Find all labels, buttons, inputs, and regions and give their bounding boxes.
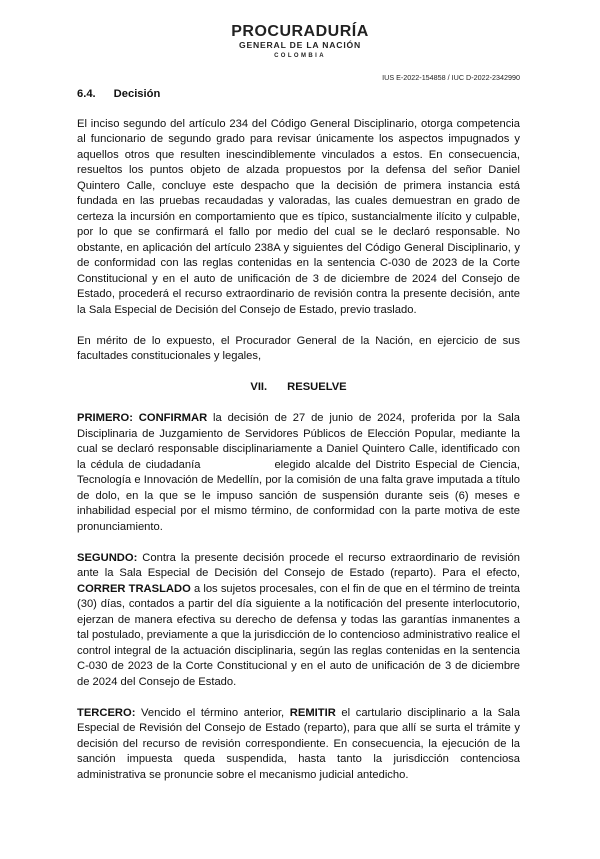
- segundo-text-a: Contra la presente decisión procede el recurso extraordinario de revisión ante la Sala Especial de Decisión del Consejo de Estado (reparto). Para el efecto,: [77, 551, 520, 579]
- primero-text-a: la decisión de 27 de junio de 2024, proferida por la Sala Disciplinaria de Juzgamiento de Servidores Públicos de Elección Popular, mediante la cual se declaró responsable disciplinariamente a Daniel Quintero Calle, identificado con la cédula de ciudadanía: [77, 412, 520, 471]
- logo-sub-text: GENERAL DE LA NACIÓN: [239, 40, 361, 50]
- primero-item: [77, 411, 520, 535]
- segundo-label: SEGUNDO:: [77, 551, 138, 564]
- document-body: [77, 87, 520, 783]
- tercero-item: [77, 706, 520, 784]
- tercero-text-a: Vencido el término anterior,: [135, 706, 290, 719]
- tercero-action: REMITIR: [289, 706, 336, 719]
- segundo-action: CORRER TRASLADO: [77, 582, 191, 595]
- resolve-title: RESUELVE: [287, 381, 347, 393]
- logo-country-text: COLOMBIA: [274, 53, 326, 59]
- segundo-text-b: a los sujetos procesales, con el fin de que en el término de treinta (30) días, contados a partir del día siguiente a la notificación del presente interlocutorio, ejerzan de manera efectiva su derecho de defensa y todas las garantías inmanentes a tal postulado, previamente a que la jurisdicción de lo contencioso administrativo realice el control integral de la actuación disciplinaria, según las reglas contenidas en la sentencia C-030 de 2023 de la Corte Constitucional y en el auto de unificación de 3 de diciembre de 2024 del Consejo de Estado.: [77, 582, 520, 688]
- primero-text-b: elegido alcalde del Distrito Especial de Ciencia, Tecnología e Innovación de Medellín, por la comisión de una falta grave imputada a título de dolo, en la que se le impuso sanción de suspensión durante seis (6) meses e inhabilidad especial por el mismo término, de conformidad con la parte motiva de este pronunciamiento.: [77, 458, 520, 533]
- section-number: 6.4.: [77, 88, 96, 100]
- segundo-item: [77, 551, 520, 691]
- resolve-number: VII.: [250, 381, 268, 393]
- tercero-label: TERCERO:: [77, 706, 136, 719]
- primero-action: CONFIRMAR: [138, 412, 208, 424]
- procuraduria-logo: [0, 24, 600, 61]
- section-heading: [77, 87, 520, 103]
- case-reference: IUS E-2022-154858 / IUC D-2022-2342990: [382, 73, 520, 82]
- primero-label: PRIMERO:: [77, 412, 133, 424]
- section-title: Decisión: [113, 88, 161, 100]
- tercero-text-b: el cartulario disciplinario a la Sala Especial de Revisión del Consejo de Estado (reparto), para que allí se surta el trámite y decisión del recurso de revisión correspondiente. En consecuencia, la ejecución de la sanción impuesta queda suspendida, hasta tanto la jurisdicción contenciosa administrativa se pronuncie sobre el mecanismo judicial antedicho.: [77, 706, 521, 781]
- merito-paragraph: En mérito de lo expuesto, el Procurador General de la Nación, en ejercicio de sus facultades constitucionales y legales,: [77, 334, 520, 362]
- logo-main-text: PROCURADURÍA: [231, 23, 369, 40]
- resolve-heading: [77, 380, 520, 396]
- decision-paragraph: El inciso segundo del artículo 234 del Código General Disciplinario, otorga competencia al funcionario de segundo grado para revisar únicamente los aspectos impugnados y aquellos otros que resulten inescindiblemente vinculados a estos. En consecuencia, resueltos los puntos objeto de alzada propuestos por la defensa del señor Daniel Quintero Calle, concluye este despacho que la decisión de primera instancia está fundada en las pruebas recaudadas y valoradas, las cuales demuestran en grado de certeza la incursión en comportamiento que es típico, sustancialmente ilícito y culpable, por lo que se confirmará el fallo por medio del cual se le declaró responsable. No obstante, en aplicación del artículo 238A y siguientes del Código General Disciplinario, y de conformidad con las reglas contenidas en la sentencia C-030 de 2023 de la Corte Constitucional y en el auto de unificación de 3 de diciembre de 2024 del Consejo de Estado, procederá el recurso extraordinario de revisión contra la presente decisión, ante la Sala Especial de Decisión del Consejo de Estado, previo traslado.: [77, 117, 520, 316]
